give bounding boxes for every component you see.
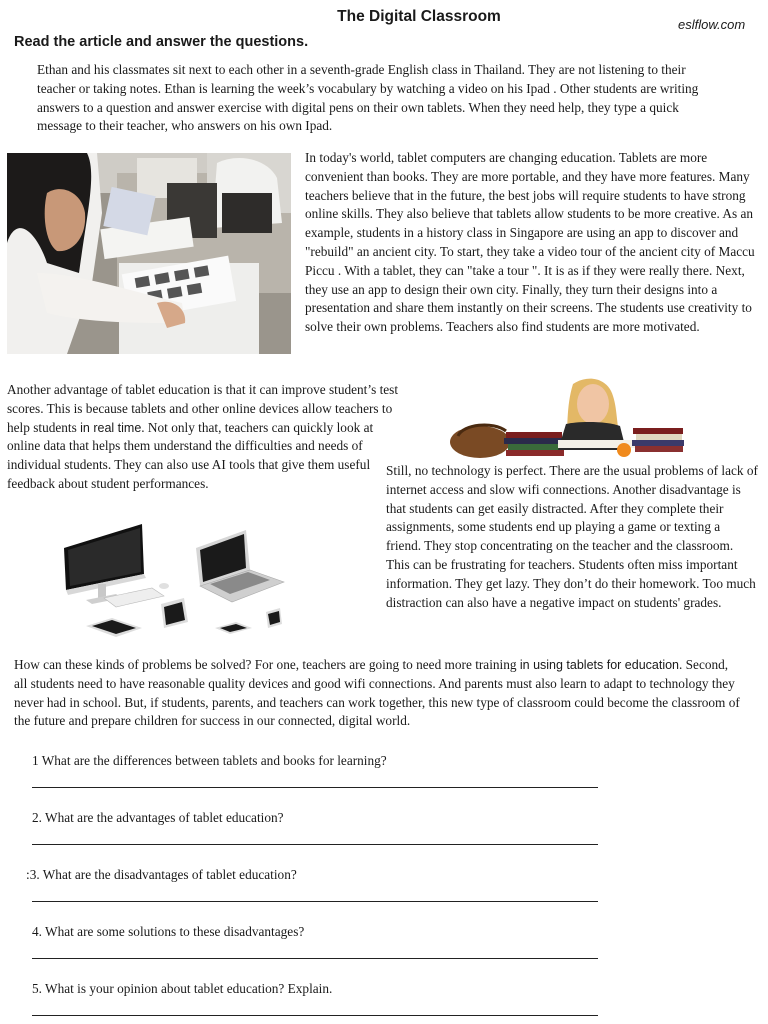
question-3: :3. What are the disadvantages of tablet education? bbox=[26, 867, 297, 882]
paragraph-solutions-text-1: How can these kinds of problems be solved? For one, teachers are going to need more training bbox=[14, 657, 520, 672]
question-5: 5. What is your opinion about tablet education? Explain. bbox=[32, 981, 333, 996]
answer-line-3[interactable] bbox=[32, 901, 598, 902]
devices-illustration bbox=[60, 518, 295, 643]
student-studying-image bbox=[448, 376, 693, 460]
question-4: 4. What are some solutions to these disadvantages? bbox=[32, 924, 305, 939]
classroom-photo bbox=[7, 153, 291, 354]
paragraph-advantages-text-2: . Not only that, teachers can quickly look at online data that helps them understand the difficulties and needs of individual students. They can also use AI tools that give them useful feedback about student performances. bbox=[7, 419, 374, 491]
instructions: Read the article and answer the questions. bbox=[14, 34, 309, 50]
paragraph-advantages bbox=[7, 381, 407, 494]
answer-line-2[interactable] bbox=[32, 844, 598, 845]
answer-line-5[interactable] bbox=[32, 1015, 598, 1016]
answer-line-1[interactable] bbox=[32, 787, 598, 788]
question-1: 1 What are the differences between tablets and books for learning? bbox=[32, 753, 387, 768]
highlight-real-time: in real time bbox=[80, 420, 142, 435]
site-name: eslflow.com bbox=[678, 17, 746, 32]
paragraph-solutions-text-2: . Second, all students need to have reasonable quality devices and good wifi connections. And parents must also learn to adapt to technology they never had in school. But, if students, parents, and teachers can work together, this new type of classroom could become the classroom of the future and prepare children for success in our connected, digital world. bbox=[14, 657, 740, 729]
paragraph-tablets-changing-education: In today's world, tablet computers are changing education. Tablets are more convenient than books. They are more portable, and they have more features. Many teachers believe that in the future, the best jobs will require students to have strong online skills. They also believe that tablets allow students to be more creative. As an example, students in a history class in Singapore are using an app to discover and "rebuild" an ancient city. To start, they take a video tour of the ancient city of Maccu Piccu . With a tablet, they can "take a tour ". It is as if they were really there. Next, they use an app to design their own city. Finally, they turn their designs into a presentation and share them instantly on their screens. The students use creativity to solve their own problems. Teachers also find students are more motivated. bbox=[305, 150, 755, 335]
paragraph-advantages-text-1: Another advantage of tablet education is that it can improve student’s test scores. This is because tablets and other online devices allow teachers to help students bbox=[7, 382, 399, 435]
paragraph-solutions bbox=[14, 656, 742, 731]
answer-line-4[interactable] bbox=[32, 958, 598, 959]
paragraph-disadvantages: Still, no technology is perfect. There are the usual problems of lack of internet access and slow wifi connections. Another disadvantage is that students can get easily distracted. After they complete their assignments, some students end up playing a game or texting a friend. They stop concentrating on the teacher and the classroom. This can be frustrating for teachers. Students often miss important information. They get lazy. They don’t do their homework. Too much distraction can also have a negative impact on students' grades. bbox=[386, 463, 758, 610]
intro-paragraph: Ethan and his classmates sit next to each other in a seventh-grade English class in Thailand. They are not listening to their teacher or taking notes. Ethan is learning the week’s vocabulary by watching a video on his Ipad . Other students are writing answers to a question and answer exercise with digital pens on their own tablets. When they need help, they type a quick message to their teacher, who answers on his own Ipad. bbox=[37, 62, 699, 134]
question-2: 2. What are the advantages of tablet education? bbox=[32, 810, 284, 825]
highlight-training: in using tablets for education bbox=[519, 658, 680, 672]
page-title: The Digital Classroom bbox=[337, 8, 501, 25]
